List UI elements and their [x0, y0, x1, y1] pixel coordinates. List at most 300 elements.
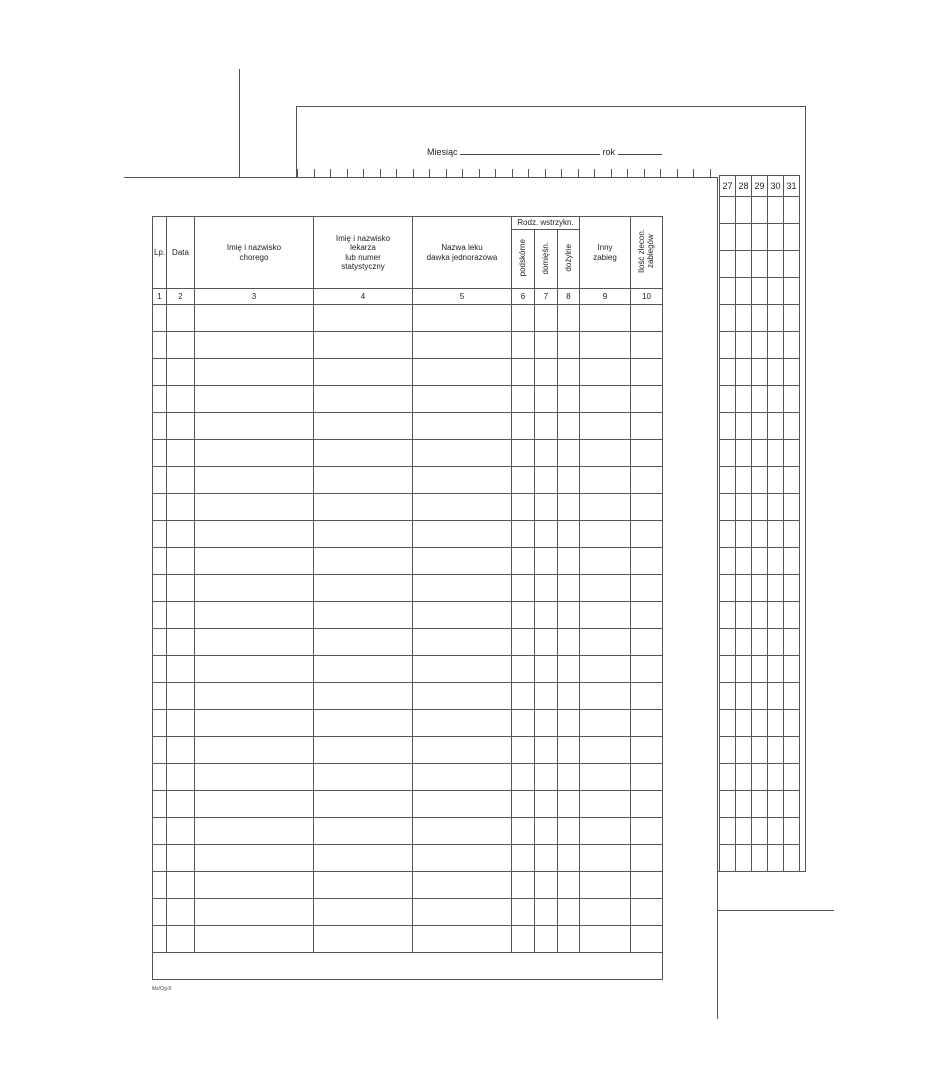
day-grid-cell[interactable]	[736, 359, 752, 386]
table-cell[interactable]	[512, 710, 535, 737]
day-grid-cell[interactable]	[752, 818, 768, 845]
day-grid-cell[interactable]	[752, 683, 768, 710]
table-cell[interactable]	[195, 494, 314, 521]
day-grid-cell[interactable]	[720, 386, 736, 413]
table-cell[interactable]	[535, 683, 558, 710]
day-grid-cell[interactable]	[720, 305, 736, 332]
table-cell[interactable]	[153, 575, 167, 602]
day-grid-cell[interactable]	[752, 305, 768, 332]
day-grid-cell[interactable]	[768, 737, 784, 764]
day-grid-cell[interactable]	[768, 197, 784, 224]
day-grid-cell[interactable]	[720, 818, 736, 845]
table-cell[interactable]	[512, 359, 535, 386]
table-cell[interactable]	[167, 791, 195, 818]
day-grid-cell[interactable]	[752, 359, 768, 386]
day-grid-cell[interactable]	[752, 494, 768, 521]
table-cell[interactable]	[558, 926, 580, 953]
table-cell[interactable]	[558, 602, 580, 629]
table-cell[interactable]	[512, 737, 535, 764]
table-cell[interactable]	[535, 332, 558, 359]
day-grid-cell[interactable]	[736, 764, 752, 791]
day-grid-cell[interactable]	[720, 332, 736, 359]
day-grid-cell[interactable]	[736, 413, 752, 440]
table-cell[interactable]	[195, 467, 314, 494]
table-cell[interactable]	[512, 386, 535, 413]
table-cell[interactable]	[314, 764, 413, 791]
table-cell[interactable]	[512, 899, 535, 926]
table-cell[interactable]	[535, 737, 558, 764]
table-cell[interactable]	[413, 764, 512, 791]
table-cell[interactable]	[580, 845, 631, 872]
table-cell[interactable]	[631, 764, 663, 791]
day-grid-cell[interactable]	[768, 305, 784, 332]
table-cell[interactable]	[580, 332, 631, 359]
table-cell[interactable]	[167, 845, 195, 872]
day-grid-cell[interactable]	[768, 251, 784, 278]
table-cell[interactable]	[413, 467, 512, 494]
day-grid-cell[interactable]	[768, 764, 784, 791]
table-cell[interactable]	[195, 413, 314, 440]
table-cell[interactable]	[167, 602, 195, 629]
day-grid-cell[interactable]	[784, 710, 800, 737]
table-cell[interactable]	[558, 575, 580, 602]
table-cell[interactable]	[314, 926, 413, 953]
table-cell[interactable]	[167, 899, 195, 926]
day-grid-cell[interactable]	[752, 413, 768, 440]
day-grid-cell[interactable]	[720, 548, 736, 575]
table-cell[interactable]	[580, 386, 631, 413]
table-cell[interactable]	[413, 926, 512, 953]
table-cell[interactable]	[413, 548, 512, 575]
day-grid-cell[interactable]	[720, 629, 736, 656]
day-grid-cell[interactable]	[768, 629, 784, 656]
table-cell[interactable]	[512, 683, 535, 710]
table-cell[interactable]	[167, 926, 195, 953]
table-cell[interactable]	[580, 791, 631, 818]
table-cell[interactable]	[535, 521, 558, 548]
day-grid-cell[interactable]	[784, 629, 800, 656]
day-grid-cell[interactable]	[768, 656, 784, 683]
table-cell[interactable]	[167, 521, 195, 548]
day-grid-cell[interactable]	[720, 710, 736, 737]
table-cell[interactable]	[314, 872, 413, 899]
table-cell[interactable]	[195, 683, 314, 710]
table-cell[interactable]	[631, 710, 663, 737]
table-cell[interactable]	[580, 521, 631, 548]
table-cell[interactable]	[153, 602, 167, 629]
table-cell[interactable]	[558, 305, 580, 332]
table-cell[interactable]	[314, 710, 413, 737]
table-cell[interactable]	[631, 386, 663, 413]
table-cell[interactable]	[558, 737, 580, 764]
table-cell[interactable]	[535, 629, 558, 656]
table-cell[interactable]	[631, 494, 663, 521]
table-cell[interactable]	[153, 926, 167, 953]
day-grid-cell[interactable]	[736, 602, 752, 629]
table-cell[interactable]	[631, 305, 663, 332]
table-cell[interactable]	[413, 791, 512, 818]
day-grid-cell[interactable]	[784, 521, 800, 548]
table-cell[interactable]	[535, 602, 558, 629]
table-cell[interactable]	[631, 467, 663, 494]
table-cell[interactable]	[153, 872, 167, 899]
day-grid-cell[interactable]	[784, 224, 800, 251]
table-cell[interactable]	[314, 602, 413, 629]
day-grid-cell[interactable]	[736, 710, 752, 737]
table-cell[interactable]	[580, 872, 631, 899]
table-cell[interactable]	[153, 791, 167, 818]
table-cell[interactable]	[558, 548, 580, 575]
table-cell[interactable]	[631, 656, 663, 683]
table-cell[interactable]	[535, 386, 558, 413]
table-cell[interactable]	[167, 548, 195, 575]
table-cell[interactable]	[580, 683, 631, 710]
table-cell[interactable]	[195, 548, 314, 575]
table-cell[interactable]	[195, 386, 314, 413]
table-cell[interactable]	[167, 305, 195, 332]
table-cell[interactable]	[314, 494, 413, 521]
day-grid-cell[interactable]	[784, 278, 800, 305]
day-grid-cell[interactable]	[720, 764, 736, 791]
day-grid-cell[interactable]	[752, 467, 768, 494]
table-cell[interactable]	[535, 764, 558, 791]
table-cell[interactable]	[167, 683, 195, 710]
day-grid-cell[interactable]	[784, 737, 800, 764]
day-grid-cell[interactable]	[784, 791, 800, 818]
day-grid-cell[interactable]	[720, 413, 736, 440]
table-cell[interactable]	[314, 386, 413, 413]
table-cell[interactable]	[580, 602, 631, 629]
table-cell[interactable]	[167, 386, 195, 413]
day-grid-cell[interactable]	[720, 494, 736, 521]
table-cell[interactable]	[512, 602, 535, 629]
table-cell[interactable]	[558, 359, 580, 386]
table-cell[interactable]	[167, 359, 195, 386]
table-cell[interactable]	[314, 575, 413, 602]
day-grid-cell[interactable]	[784, 386, 800, 413]
table-cell[interactable]	[314, 359, 413, 386]
day-grid-cell[interactable]	[736, 791, 752, 818]
table-cell[interactable]	[512, 494, 535, 521]
day-grid-cell[interactable]	[720, 656, 736, 683]
day-grid-cell[interactable]	[768, 791, 784, 818]
table-cell[interactable]	[558, 332, 580, 359]
table-cell[interactable]	[314, 683, 413, 710]
day-grid-cell[interactable]	[784, 251, 800, 278]
day-grid-cell[interactable]	[736, 278, 752, 305]
table-cell[interactable]	[580, 764, 631, 791]
table-cell[interactable]	[631, 359, 663, 386]
table-cell[interactable]	[195, 656, 314, 683]
day-grid-cell[interactable]	[736, 224, 752, 251]
table-cell[interactable]	[512, 413, 535, 440]
day-grid-cell[interactable]	[768, 548, 784, 575]
day-grid-cell[interactable]	[752, 602, 768, 629]
table-cell[interactable]	[195, 521, 314, 548]
table-cell[interactable]	[413, 359, 512, 386]
table-cell[interactable]	[167, 575, 195, 602]
table-cell[interactable]	[195, 899, 314, 926]
table-cell[interactable]	[195, 737, 314, 764]
table-cell[interactable]	[413, 899, 512, 926]
table-cell[interactable]	[167, 737, 195, 764]
day-grid-cell[interactable]	[784, 575, 800, 602]
table-cell[interactable]	[535, 656, 558, 683]
table-cell[interactable]	[535, 359, 558, 386]
table-cell[interactable]	[167, 872, 195, 899]
day-grid-cell[interactable]	[784, 818, 800, 845]
table-cell[interactable]	[558, 818, 580, 845]
table-cell[interactable]	[558, 440, 580, 467]
table-cell[interactable]	[314, 791, 413, 818]
table-cell[interactable]	[558, 710, 580, 737]
table-cell[interactable]	[314, 521, 413, 548]
table-cell[interactable]	[314, 656, 413, 683]
day-grid-cell[interactable]	[768, 845, 784, 872]
day-grid-cell[interactable]	[720, 359, 736, 386]
table-cell[interactable]	[631, 926, 663, 953]
day-grid-cell[interactable]	[768, 683, 784, 710]
table-cell[interactable]	[512, 926, 535, 953]
table-cell[interactable]	[580, 926, 631, 953]
table-cell[interactable]	[631, 548, 663, 575]
table-cell[interactable]	[153, 386, 167, 413]
day-grid-cell[interactable]	[720, 845, 736, 872]
day-grid-cell[interactable]	[720, 683, 736, 710]
table-cell[interactable]	[512, 845, 535, 872]
day-grid-cell[interactable]	[784, 197, 800, 224]
day-grid-cell[interactable]	[752, 548, 768, 575]
table-cell[interactable]	[413, 629, 512, 656]
table-cell[interactable]	[631, 818, 663, 845]
table-cell[interactable]	[512, 548, 535, 575]
day-grid-cell[interactable]	[752, 224, 768, 251]
table-cell[interactable]	[167, 818, 195, 845]
day-grid-cell[interactable]	[736, 440, 752, 467]
table-cell[interactable]	[512, 872, 535, 899]
table-cell[interactable]	[314, 413, 413, 440]
day-grid-cell[interactable]	[720, 467, 736, 494]
table-cell[interactable]	[535, 710, 558, 737]
table-cell[interactable]	[195, 791, 314, 818]
table-cell[interactable]	[413, 710, 512, 737]
table-cell[interactable]	[153, 467, 167, 494]
table-cell[interactable]	[580, 710, 631, 737]
day-grid-cell[interactable]	[784, 602, 800, 629]
table-cell[interactable]	[413, 413, 512, 440]
year-field[interactable]	[618, 154, 662, 155]
day-grid-cell[interactable]	[784, 305, 800, 332]
table-cell[interactable]	[195, 332, 314, 359]
day-grid-cell[interactable]	[736, 494, 752, 521]
table-cell[interactable]	[512, 440, 535, 467]
table-cell[interactable]	[195, 872, 314, 899]
day-grid-cell[interactable]	[752, 764, 768, 791]
table-cell[interactable]	[413, 386, 512, 413]
table-cell[interactable]	[413, 656, 512, 683]
table-cell[interactable]	[413, 683, 512, 710]
table-cell[interactable]	[413, 872, 512, 899]
table-cell[interactable]	[512, 791, 535, 818]
table-cell[interactable]	[195, 818, 314, 845]
table-cell[interactable]	[167, 494, 195, 521]
table-cell[interactable]	[153, 305, 167, 332]
table-cell[interactable]	[580, 899, 631, 926]
table-cell[interactable]	[512, 305, 535, 332]
table-cell[interactable]	[535, 440, 558, 467]
table-cell[interactable]	[535, 305, 558, 332]
table-cell[interactable]	[153, 521, 167, 548]
table-cell[interactable]	[167, 467, 195, 494]
day-grid-cell[interactable]	[768, 278, 784, 305]
day-grid-cell[interactable]	[768, 413, 784, 440]
day-grid-cell[interactable]	[736, 467, 752, 494]
table-cell[interactable]	[558, 791, 580, 818]
table-cell[interactable]	[558, 413, 580, 440]
table-cell[interactable]	[631, 602, 663, 629]
day-grid-cell[interactable]	[768, 602, 784, 629]
table-cell[interactable]	[631, 845, 663, 872]
table-cell[interactable]	[558, 467, 580, 494]
day-grid-cell[interactable]	[720, 251, 736, 278]
table-cell[interactable]	[580, 305, 631, 332]
day-grid-cell[interactable]	[720, 737, 736, 764]
table-cell[interactable]	[512, 467, 535, 494]
day-grid-cell[interactable]	[768, 818, 784, 845]
table-cell[interactable]	[580, 818, 631, 845]
table-cell[interactable]	[512, 818, 535, 845]
day-grid-cell[interactable]	[736, 629, 752, 656]
table-cell[interactable]	[413, 521, 512, 548]
table-cell[interactable]	[195, 305, 314, 332]
table-cell[interactable]	[558, 629, 580, 656]
day-grid-cell[interactable]	[784, 332, 800, 359]
day-grid-cell[interactable]	[720, 278, 736, 305]
table-cell[interactable]	[535, 575, 558, 602]
table-cell[interactable]	[558, 899, 580, 926]
table-cell[interactable]	[512, 521, 535, 548]
day-grid-cell[interactable]	[784, 413, 800, 440]
day-grid-cell[interactable]	[736, 656, 752, 683]
table-cell[interactable]	[314, 305, 413, 332]
table-cell[interactable]	[580, 413, 631, 440]
day-grid-cell[interactable]	[768, 386, 784, 413]
day-grid-cell[interactable]	[768, 467, 784, 494]
table-cell[interactable]	[195, 602, 314, 629]
table-cell[interactable]	[167, 413, 195, 440]
day-grid-cell[interactable]	[768, 224, 784, 251]
table-cell[interactable]	[153, 413, 167, 440]
table-cell[interactable]	[195, 575, 314, 602]
table-cell[interactable]	[195, 359, 314, 386]
day-grid-cell[interactable]	[736, 332, 752, 359]
table-cell[interactable]	[153, 710, 167, 737]
table-cell[interactable]	[153, 845, 167, 872]
day-grid-cell[interactable]	[720, 521, 736, 548]
table-cell[interactable]	[413, 494, 512, 521]
table-cell[interactable]	[512, 629, 535, 656]
table-cell[interactable]	[535, 494, 558, 521]
table-cell[interactable]	[631, 521, 663, 548]
day-grid-cell[interactable]	[736, 197, 752, 224]
table-cell[interactable]	[631, 332, 663, 359]
table-cell[interactable]	[413, 845, 512, 872]
table-cell[interactable]	[413, 737, 512, 764]
table-cell[interactable]	[535, 791, 558, 818]
day-grid-cell[interactable]	[752, 278, 768, 305]
table-cell[interactable]	[314, 467, 413, 494]
table-cell[interactable]	[153, 629, 167, 656]
table-cell[interactable]	[153, 494, 167, 521]
table-cell[interactable]	[167, 764, 195, 791]
table-cell[interactable]	[413, 818, 512, 845]
day-grid-cell[interactable]	[736, 521, 752, 548]
table-cell[interactable]	[535, 899, 558, 926]
table-cell[interactable]	[512, 332, 535, 359]
day-grid-cell[interactable]	[768, 710, 784, 737]
table-cell[interactable]	[631, 899, 663, 926]
day-grid-cell[interactable]	[784, 494, 800, 521]
table-cell[interactable]	[153, 683, 167, 710]
day-grid-cell[interactable]	[784, 548, 800, 575]
table-cell[interactable]	[580, 359, 631, 386]
table-cell[interactable]	[195, 629, 314, 656]
day-grid-cell[interactable]	[752, 737, 768, 764]
table-cell[interactable]	[314, 629, 413, 656]
table-cell[interactable]	[535, 467, 558, 494]
day-grid-cell[interactable]	[768, 575, 784, 602]
table-cell[interactable]	[535, 926, 558, 953]
day-grid-cell[interactable]	[768, 440, 784, 467]
table-cell[interactable]	[558, 521, 580, 548]
table-cell[interactable]	[558, 872, 580, 899]
day-grid-cell[interactable]	[752, 710, 768, 737]
day-grid-cell[interactable]	[784, 683, 800, 710]
day-grid-cell[interactable]	[720, 791, 736, 818]
table-cell[interactable]	[535, 413, 558, 440]
day-grid-cell[interactable]	[752, 521, 768, 548]
table-cell[interactable]	[153, 440, 167, 467]
table-cell[interactable]	[512, 575, 535, 602]
table-cell[interactable]	[580, 656, 631, 683]
table-cell[interactable]	[558, 656, 580, 683]
table-cell[interactable]	[413, 602, 512, 629]
table-cell[interactable]	[631, 791, 663, 818]
table-cell[interactable]	[535, 872, 558, 899]
day-grid-cell[interactable]	[736, 845, 752, 872]
day-grid-cell[interactable]	[768, 359, 784, 386]
table-cell[interactable]	[558, 764, 580, 791]
table-cell[interactable]	[167, 656, 195, 683]
table-cell[interactable]	[314, 737, 413, 764]
table-cell[interactable]	[580, 629, 631, 656]
month-field[interactable]	[460, 154, 600, 155]
day-grid-cell[interactable]	[768, 494, 784, 521]
table-cell[interactable]	[558, 494, 580, 521]
table-cell[interactable]	[153, 359, 167, 386]
day-grid-cell[interactable]	[768, 521, 784, 548]
day-grid-cell[interactable]	[784, 359, 800, 386]
day-grid-cell[interactable]	[720, 575, 736, 602]
table-footer-cell[interactable]	[153, 953, 663, 980]
table-cell[interactable]	[195, 440, 314, 467]
day-grid-cell[interactable]	[752, 656, 768, 683]
table-cell[interactable]	[314, 548, 413, 575]
day-grid-cell[interactable]	[720, 197, 736, 224]
table-cell[interactable]	[314, 899, 413, 926]
table-cell[interactable]	[195, 926, 314, 953]
table-cell[interactable]	[558, 845, 580, 872]
